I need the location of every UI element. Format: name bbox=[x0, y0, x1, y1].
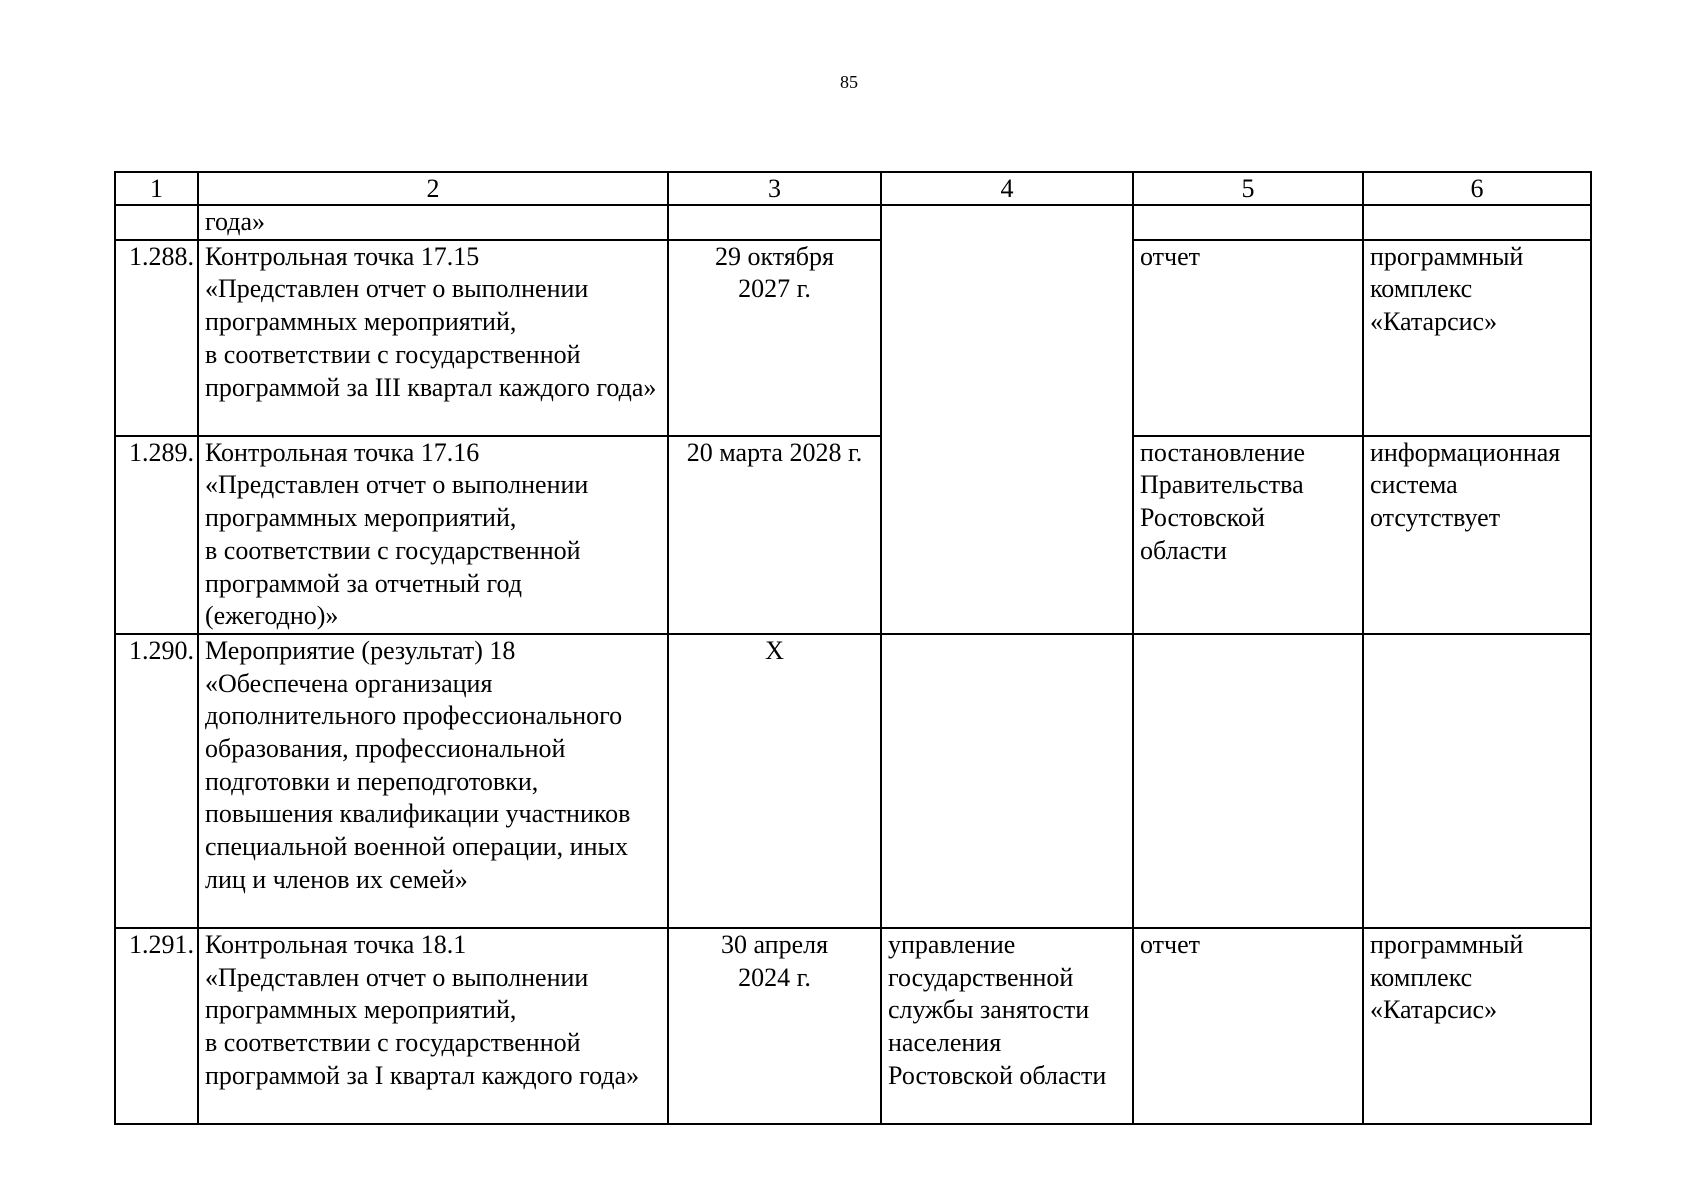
description-cell: Контрольная точка 17.15 «Представлен отчет о выполнении программных мероприятий, в соответствии с государственной программой за III квартал каждого года» bbox=[198, 240, 668, 436]
header-cell-5: 5 bbox=[1133, 172, 1363, 205]
row-number-cell: 1.288. bbox=[115, 240, 198, 436]
header-cell-3: 3 bbox=[668, 172, 881, 205]
table-row bbox=[115, 436, 1591, 634]
document-cell bbox=[1133, 634, 1363, 928]
date-cell: 20 марта 2028 г. bbox=[668, 436, 881, 634]
system-cell: информационная система отсутствует bbox=[1363, 436, 1591, 634]
header-cell-1: 1 bbox=[115, 172, 198, 205]
row-number-cell: 1.291. bbox=[115, 928, 198, 1124]
page-number: 85 bbox=[840, 72, 858, 92]
responsible-cell bbox=[881, 634, 1133, 928]
date-cell: 30 апреля 2024 г. bbox=[668, 928, 881, 1124]
document-cell: постановление Правительства Ростовской области bbox=[1133, 436, 1363, 634]
system-cell: программный комплекс «Катарсис» bbox=[1363, 928, 1591, 1124]
system-cell: программный комплекс «Катарсис» bbox=[1363, 240, 1591, 436]
header-cell-6: 6 bbox=[1363, 172, 1591, 205]
date-cell bbox=[668, 205, 881, 240]
date-cell: Х bbox=[668, 634, 881, 928]
header-cell-2: 2 bbox=[198, 172, 668, 205]
table-row bbox=[115, 240, 1591, 436]
responsible-cell-merged bbox=[881, 205, 1133, 634]
document-cell: отчет bbox=[1133, 240, 1363, 436]
system-cell bbox=[1363, 634, 1591, 928]
table-row-continuation bbox=[115, 205, 1591, 240]
description-cell: года» bbox=[198, 205, 668, 240]
description-cell: Контрольная точка 17.16 «Представлен отчет о выполнении программных мероприятий, в соответствии с государственной программой за отчетный год (ежегодно)» bbox=[198, 436, 668, 634]
row-number-cell: 1.290. bbox=[115, 634, 198, 928]
document-cell bbox=[1133, 205, 1363, 240]
table-row bbox=[115, 928, 1591, 1124]
row-number-cell bbox=[115, 205, 198, 240]
plan-table bbox=[114, 171, 1592, 1125]
description-cell: Мероприятие (результат) 18 «Обеспечена организация дополнительного профессионального образования, профессиональной подготовки и переподготовки, повышения квалификации участников специальной военной операции, иных лиц и членов их семей» bbox=[198, 634, 668, 928]
date-cell: 29 октября 2027 г. bbox=[668, 240, 881, 436]
description-cell: Контрольная точка 18.1 «Представлен отчет о выполнении программных мероприятий, в соответствии с государственной программой за I квартал каждого года» bbox=[198, 928, 668, 1124]
row-number-cell: 1.289. bbox=[115, 436, 198, 634]
document-cell: отчет bbox=[1133, 928, 1363, 1124]
system-cell bbox=[1363, 205, 1591, 240]
table-row bbox=[115, 634, 1591, 928]
responsible-cell: управление государственной службы занятости населения Ростовской области bbox=[881, 928, 1133, 1124]
header-cell-4: 4 bbox=[881, 172, 1133, 205]
table-header-row bbox=[115, 172, 1591, 205]
